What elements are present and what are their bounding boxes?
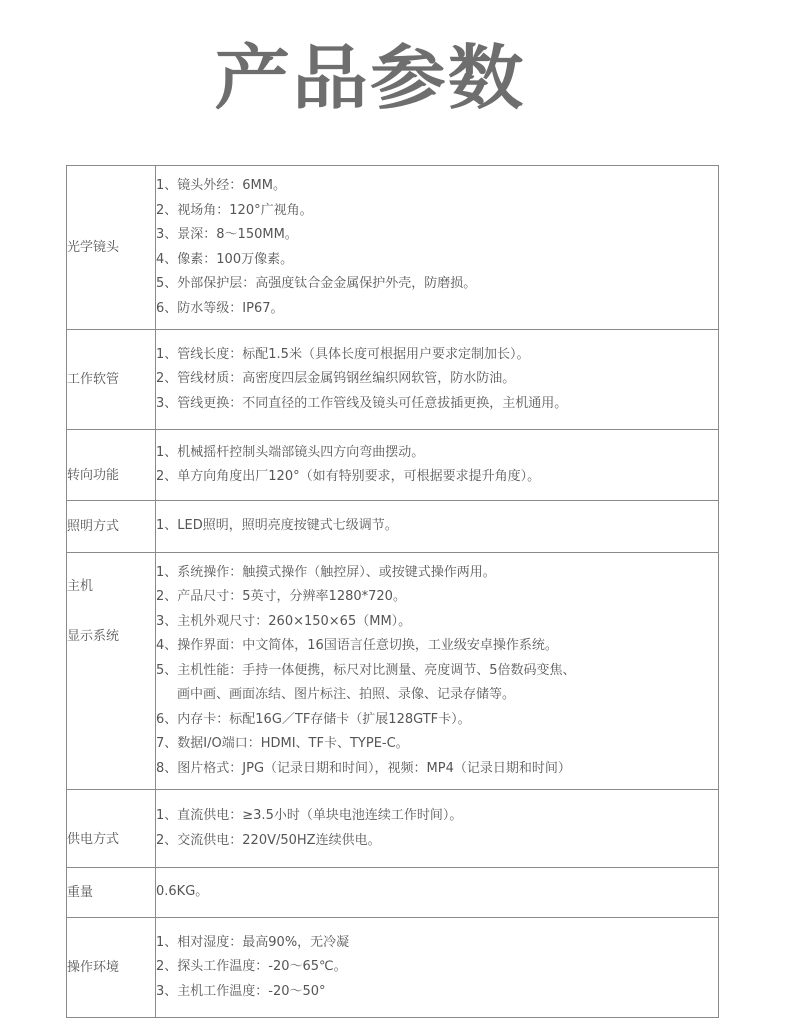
page-title: 产品参数	[214, 37, 526, 119]
row-label-text: 主机	[67, 579, 94, 594]
spec-line: 3、主机外观尺寸：260×150×65（MM）。	[156, 613, 412, 629]
spec-line: 3、管线更换：不同直径的工作管线及镜头可任意拔插更换，主机通用。	[156, 395, 568, 411]
table-row-steering	[67, 430, 719, 501]
spec-line: 1、LED照明，照明亮度按键式七级调节。	[156, 518, 398, 534]
row-label	[67, 553, 156, 790]
row-value	[156, 330, 719, 430]
row-value	[156, 553, 719, 790]
row-value	[156, 501, 719, 553]
spec-line: 2、产品尺寸：5英寸，分辨率1280*720。	[156, 589, 406, 605]
table-row-weight	[67, 868, 719, 918]
table-row-optical-lens	[67, 166, 719, 330]
spec-line: 6、内存卡：标配16G／TF存储卡（扩展128GTF卡）。	[156, 711, 471, 727]
row-label-text: 光学镜头	[67, 240, 120, 255]
spec-table	[66, 165, 719, 1018]
row-label-text: 显示系统	[67, 628, 120, 644]
spec-line: 3、景深：8～150MM。	[156, 227, 298, 242]
spec-line: 5、外部保护层：高强度钛合金金属保护外壳，防磨损。	[156, 276, 477, 291]
row-label-text: 重量	[67, 885, 94, 900]
spec-line: 5、主机性能：手持一体便携，标尺对比测量、亮度调节、5倍数码变焦、	[156, 662, 576, 678]
spec-line: 2、视场角：120°广视角。	[156, 202, 313, 218]
spec-line: 2、交流供电：220V/50HZ连续供电。	[156, 832, 381, 848]
spec-line: 2、单方向角度出厂120°（如有特别要求，可根据要求提升角度）。	[156, 469, 541, 484]
spec-line: 2、管线材质：高密度四层金属钨钢丝编织网软管，防水防油。	[156, 371, 516, 387]
spec-line: 1、机械摇杆控制头端部镜头四方向弯曲摆动。	[156, 444, 425, 460]
row-label	[67, 918, 156, 1018]
spec-line: 1、直流供电：≥3.5小时（单块电池连续工作时间）。	[156, 808, 463, 823]
spec-line: 6、防水等级：IP67。	[156, 300, 284, 316]
spec-line: 1、镜头外经：6MM。	[156, 178, 286, 193]
row-label	[67, 330, 156, 430]
spec-line: 4、像素：100万像素。	[156, 251, 294, 267]
row-label	[67, 166, 156, 330]
row-label-text: 供电方式	[67, 832, 120, 847]
row-value	[156, 166, 719, 330]
row-label	[67, 430, 156, 501]
spec-line: 2、探头工作温度：-20～65℃。	[156, 959, 347, 975]
spec-line: 7、数据I/O端口：HDMI、TF卡、TYPE-C。	[156, 736, 409, 752]
row-value	[156, 918, 719, 1018]
spec-line: 8、图片格式：JPG（记录日期和时间），视频：MP4（记录日期和时间）	[156, 760, 571, 776]
spec-line: 1、系统操作：触摸式操作（触控屏）、或按键式操作两用。	[156, 564, 496, 580]
row-label	[67, 868, 156, 918]
table-row-lighting	[67, 501, 719, 553]
spec-line: 0.6KG。	[156, 884, 209, 900]
spec-line: 3、主机工作温度：-20～50°	[156, 983, 326, 999]
row-value	[156, 430, 719, 501]
spec-line: 1、管线长度：标配1.5米（具体长度可根据用户要求定制加长）。	[156, 346, 530, 362]
table-row-environment	[67, 918, 719, 1018]
spec-line: 画中画、画面冻结、图片标注、拍照、录像、记录存储等。	[177, 687, 516, 703]
row-label-text: 工作软管	[67, 372, 120, 387]
row-label-text: 转向功能	[67, 467, 120, 483]
row-label	[67, 790, 156, 868]
row-value	[156, 868, 719, 918]
table-row-power-supply	[67, 790, 719, 868]
row-value	[156, 790, 719, 868]
table-row-working-hose	[67, 330, 719, 430]
table-row-host-display	[67, 553, 719, 790]
spec-line: 1、相对湿度：最高90%，无冷凝	[156, 934, 350, 950]
row-label	[67, 501, 156, 553]
spec-line: 4、操作界面：中文简体，16国语言任意切换，工业级安卓操作系统。	[156, 638, 558, 654]
row-label-text: 操作环境	[67, 960, 120, 975]
row-label-text: 照明方式	[67, 519, 120, 534]
